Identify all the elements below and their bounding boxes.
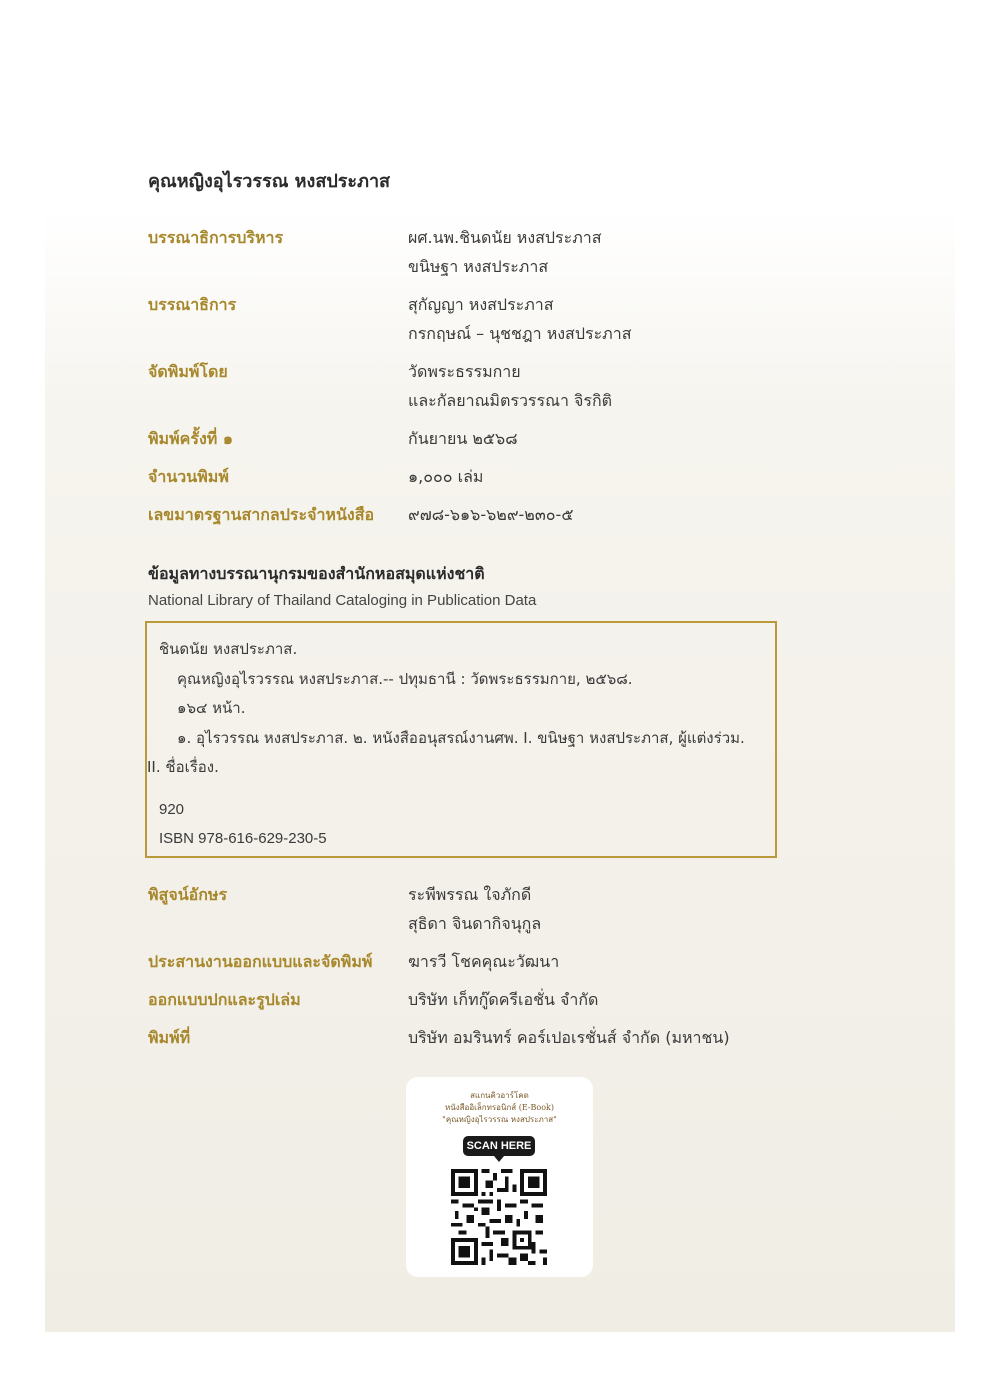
book-title: คุณหญิงอุไรวรรณ หงสประภาส — [148, 171, 391, 192]
credit-row-executive-editor — [148, 223, 848, 281]
credit-value: บริษัท เก็ทกู๊ดครีเอชั่น จำกัด — [408, 990, 599, 1009]
credit-value: ๑,๐๐๐ เล่ม — [408, 467, 484, 486]
credits-top — [148, 223, 848, 538]
credit-values — [408, 357, 612, 415]
cip-heading: ข้อมูลทางบรรณานุกรมของสำนักหอสมุดแห่งชาติ — [148, 564, 485, 583]
credit-value: กรกฤษณ์ – นุชชฎา หงสประภาส — [408, 324, 632, 343]
credit-row-cover-design — [148, 985, 848, 1014]
credit-row-edition — [148, 424, 848, 453]
cip-isbn: ISBN 978-616-629-230-5 — [159, 830, 327, 847]
qr-caption-line: สแกนคิวอาร์โคด — [470, 1091, 529, 1100]
qr-caption-line: หนังสืออิเล็กทรอนิกส์ (E-Book) — [444, 1103, 555, 1112]
qr-card[interactable] — [406, 1077, 593, 1277]
credit-row-editor — [148, 290, 848, 348]
credit-value: กันยายน ๒๕๖๘ — [408, 429, 518, 448]
credit-values — [408, 985, 598, 1014]
credit-label: เลขมาตรฐานสากลประจำหนังสือ — [148, 505, 375, 524]
credit-value: ขนิษฐา หงสประภาส — [408, 257, 549, 276]
credit-values — [408, 424, 518, 453]
credit-values — [408, 223, 602, 281]
cip-subheading: National Library of Thailand Cataloging in Publication Data — [148, 592, 537, 609]
cip-class-number: 920 — [159, 800, 185, 818]
cip-subjects-line1: ๑. อุไรวรรณ หงสประภาส. ๒. หนังสืออนุสรณ์งานศพ. I. ขนิษฐา หงสประภาส, ผู้แต่งร่วม. — [177, 728, 745, 747]
credit-row-proofreading — [148, 880, 848, 938]
credit-value: และกัลยาณมิตรวรรณา จิรกิติ — [408, 391, 613, 410]
credit-label: พิสูจน์อักษร — [148, 885, 228, 904]
credit-label: บรรณาธิการ — [148, 295, 237, 314]
credit-row-publisher — [148, 357, 848, 415]
credit-values — [408, 1023, 730, 1052]
credit-value: ฆารวี โชคคุณะวัฒนา — [408, 952, 560, 971]
credit-value: ๙๗๘-๖๑๖-๖๒๙-๒๓๐-๕ — [408, 505, 574, 524]
credit-label: พิมพ์ครั้งที่ ๑ — [148, 429, 234, 448]
cip-title-line: คุณหญิงอุไรวรรณ หงสประภาส.-- ปทุมธานี : วัดพระธรรมกาย, ๒๕๖๘. — [177, 669, 633, 688]
credit-value: ระพีพรรณ ใจภักดี — [408, 885, 532, 904]
credit-label: ประสานงานออกแบบและจัดพิมพ์ — [148, 952, 373, 971]
credit-value: บริษัท อมรินทร์ คอร์เปอเรชั่นส์ จำกัด (มหาชน) — [408, 1028, 730, 1047]
credit-label: บรรณาธิการบริหาร — [148, 228, 284, 247]
credit-row-coordination — [148, 947, 848, 976]
credit-value: สุธิดา จินดากิจนุกูล — [408, 914, 542, 933]
credit-values — [408, 500, 573, 529]
credit-value: วัดพระธรรมกาย — [408, 362, 521, 381]
qr-caption — [406, 1090, 593, 1126]
credit-values — [408, 880, 541, 938]
credit-label: ออกแบบปกและรูปเล่ม — [148, 990, 301, 1009]
cip-record-box — [145, 621, 777, 858]
credit-values — [408, 947, 559, 976]
credit-row-isbn — [148, 500, 848, 529]
credit-row-printer — [148, 1023, 848, 1052]
credit-value: สุกัญญา หงสประภาส — [408, 295, 554, 314]
credits-bottom — [148, 880, 848, 1061]
credit-value: ผศ.นพ.ชินดนัย หงสประภาส — [408, 228, 602, 247]
credit-label: พิมพ์ที่ — [148, 1028, 191, 1047]
credit-label: จำนวนพิมพ์ — [148, 467, 229, 486]
credit-label: จัดพิมพ์โดย — [148, 362, 228, 381]
qr-code-icon[interactable] — [451, 1169, 547, 1265]
credit-values — [408, 290, 631, 348]
cip-pages: ๑๖๔ หน้า. — [177, 699, 246, 717]
credit-row-print-run — [148, 462, 848, 491]
qr-caption-line: "คุณหญิงอุไรวรรณ หงสประภาส" — [442, 1115, 557, 1124]
credit-values — [408, 462, 483, 491]
cip-subjects-line2: II. ชื่อเรื่อง. — [147, 758, 219, 776]
scan-here-badge: SCAN HERE — [463, 1136, 535, 1156]
cip-author: ชินดนัย หงสประภาส. — [159, 640, 298, 658]
